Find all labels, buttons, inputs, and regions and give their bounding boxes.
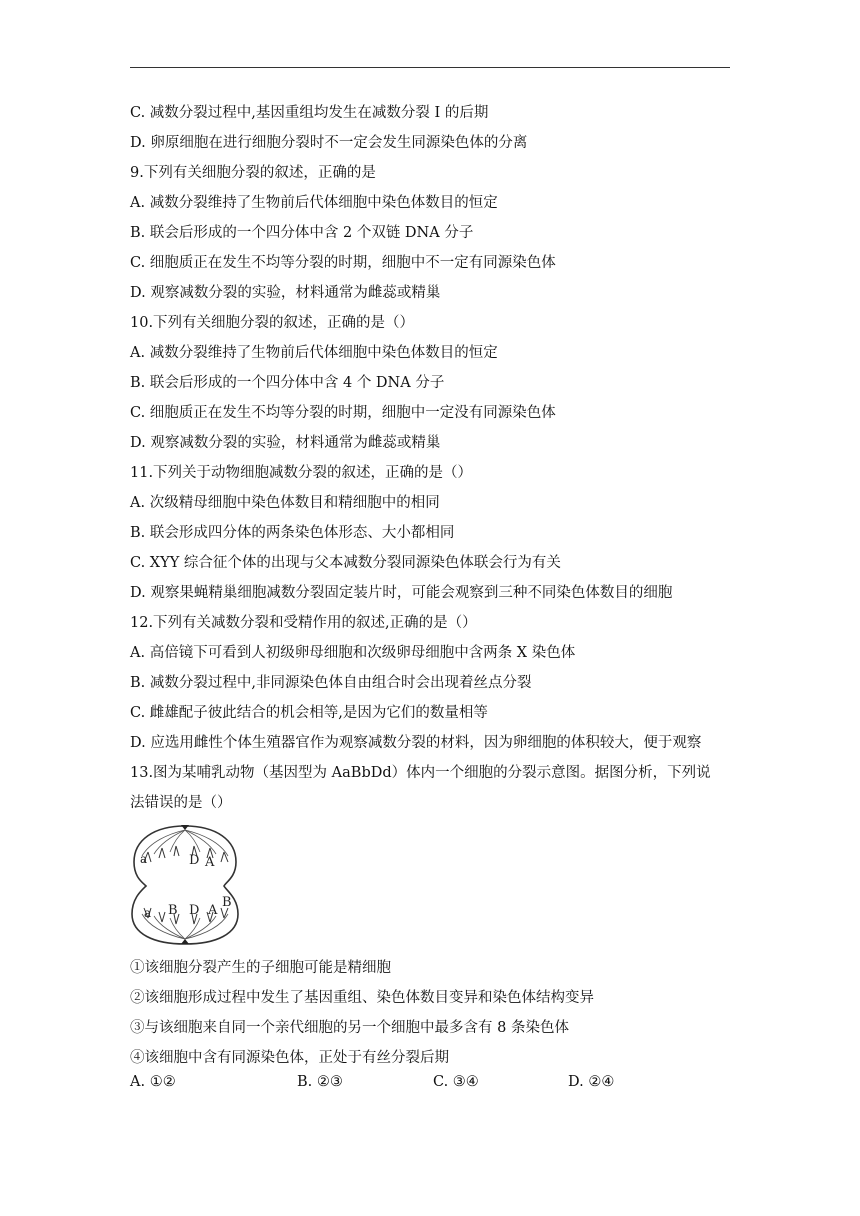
statement-4: ④该细胞中含有同源染色体，正处于有丝分裂后期 [130, 1050, 449, 1066]
upper-label-d: D [189, 853, 200, 868]
statement-1: ①该细胞分裂产生的子细胞可能是精细胞 [130, 960, 391, 976]
q12-option-d: D. 应选用雌性个体生殖器官作为观察减数分裂的材料，因为卵细胞的体积较大，便于观察 [130, 735, 702, 751]
q10-option-d: D. 观察减数分裂的实验，材料通常为雌蕊或精巢 [130, 435, 441, 451]
q11-stem: 11.下列关于动物细胞减数分裂的叙述，正确的是（） [130, 465, 473, 481]
lower-label-d: D [189, 903, 200, 918]
q13-stem-line2: 法错误的是（） [130, 795, 232, 811]
q12-option-a: A. 高倍镜下可看到人初级卵母细胞和次级卵母细胞中含两条 X 染色体 [130, 645, 576, 661]
upper-chromosomes [144, 846, 228, 862]
lower-label-b-right: B [222, 895, 232, 910]
header-rule [130, 67, 730, 68]
upper-label-a-dominant: A [205, 855, 215, 870]
choice-b: B. ②③ [297, 1074, 343, 1090]
cell-division-diagram [128, 822, 243, 947]
q10-option-b: B. 联会后形成的一个四分体中含 4 个 DNA 分子 [130, 375, 445, 391]
choice-d: D. ②④ [568, 1074, 615, 1090]
statement-2: ②该细胞形成过程中发生了基因重组、染色体数目变异和染色体结构变异 [130, 990, 594, 1006]
lower-label-a-dominant: A [208, 903, 218, 918]
q10-option-c: C. 细胞质正在发生不均等分裂的时期，细胞中一定没有同源染色体 [130, 405, 556, 421]
lower-label-b: B [168, 903, 178, 918]
q13-choices [130, 1072, 730, 1094]
q12-option-b: B. 减数分裂过程中,非同源染色体自由组合时会出现着丝点分裂 [130, 675, 532, 691]
q9-option-d: D. 观察减数分裂的实验，材料通常为雌蕊或精巢 [130, 285, 441, 301]
q10-option-a: A. 减数分裂维持了生物前后代体细胞中染色体数目的恒定 [130, 345, 498, 361]
q12-option-c: C. 雌雄配子彼此结合的机会相等,是因为它们的数量相等 [130, 705, 488, 721]
q11-option-c: C. XYY 综合征个体的出现与父本减数分裂同源染色体联会行为有关 [130, 555, 561, 571]
statement-3: ③与该细胞来自同一个亲代细胞的另一个细胞中最多含有 8 条染色体 [130, 1020, 569, 1036]
choice-c: C. ③④ [433, 1074, 479, 1090]
q8-option-c: C. 减数分裂过程中,基因重组均发生在减数分裂 I 的后期 [130, 105, 489, 121]
q9-option-a: A. 减数分裂维持了生物前后代体细胞中染色体数目的恒定 [130, 195, 498, 211]
q13-stem-line1: 13.图为某哺乳动物（基因型为 AaBbDd）体内一个细胞的分裂示意图。据图分析，下列说 [130, 765, 711, 781]
cell-membrane [132, 826, 238, 944]
upper-centrosome [181, 825, 189, 830]
q8-option-d: D. 卵原细胞在进行细胞分裂时不一定会发生同源染色体的分离 [130, 135, 528, 151]
q11-option-d: D. 观察果蝇精巢细胞减数分裂固定装片时，可能会观察到三种不同染色体数目的细胞 [130, 585, 673, 601]
q12-stem: 12.下列有关减数分裂和受精作用的叙述,正确的是（） [130, 615, 477, 631]
q9-option-b: B. 联会后形成的一个四分体中含 2 个双链 DNA 分子 [130, 225, 474, 241]
q9-option-c: C. 细胞质正在发生不均等分裂的时期，细胞中不一定有同源染色体 [130, 255, 556, 271]
q9-stem: 9.下列有关细胞分裂的叙述，正确的是 [130, 165, 376, 181]
q11-option-b: B. 联会形成四分体的两条染色体形态、大小都相同 [130, 525, 455, 541]
lower-label-a: a [144, 906, 152, 920]
upper-spindle [142, 830, 228, 856]
lower-centrosome [181, 939, 189, 944]
choice-a: A. ①② [130, 1074, 176, 1090]
upper-label-a: a [140, 852, 148, 866]
q11-option-a: A. 次级精母细胞中染色体数目和精细胞中的相同 [130, 495, 440, 511]
q10-stem: 10.下列有关细胞分裂的叙述，正确的是（） [130, 315, 415, 331]
